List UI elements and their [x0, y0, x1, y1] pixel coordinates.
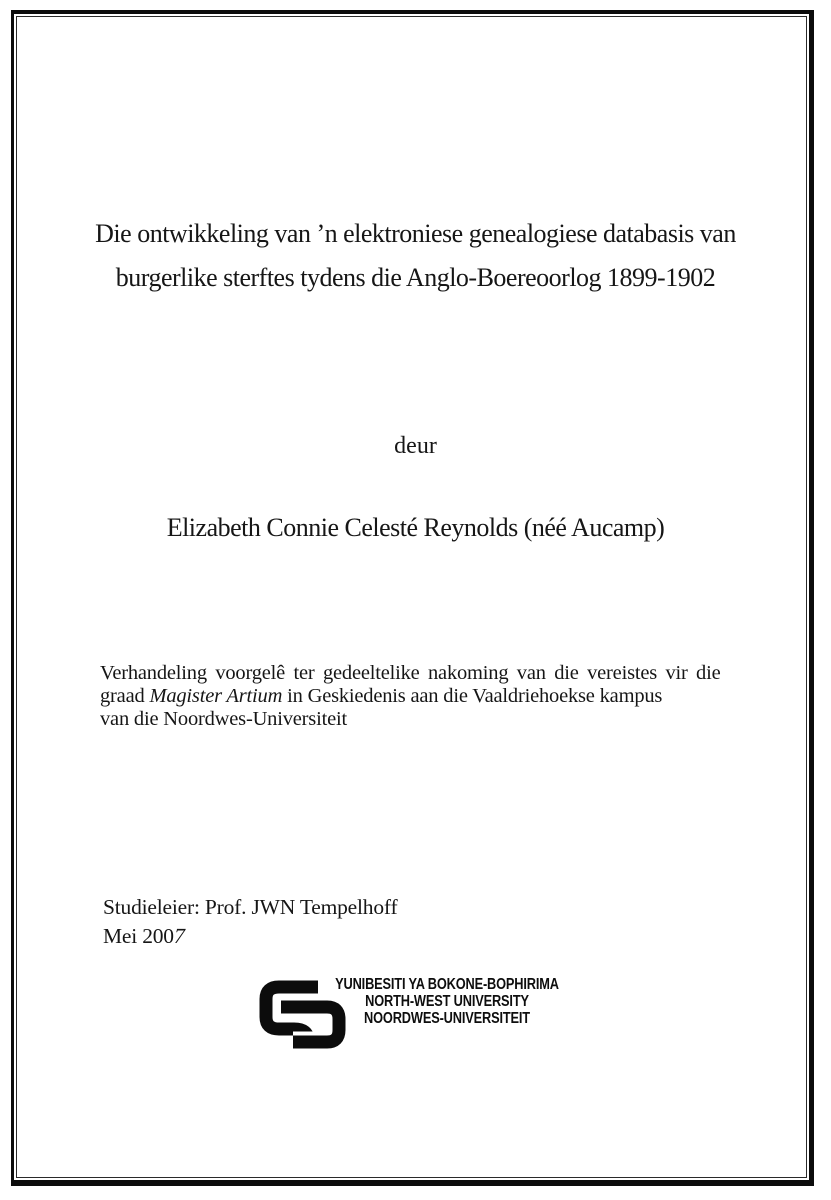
date-last-digit: 7 — [171, 924, 188, 948]
university-name-block — [319, 976, 575, 1027]
date-prefix: Mei 200 — [103, 924, 174, 948]
supervisor-line: Studieleier: Prof. JWN Tempelhoff — [103, 895, 398, 919]
submission-line2-prefix: graad — [100, 685, 150, 707]
university-name-setswana: YUNIBESITI YA BOKONE-BOPHIRIMA — [335, 976, 559, 993]
submission-statement — [100, 662, 752, 731]
thesis-title-line2: burgerlike sterftes tydens die Anglo-Boereoorlog 1899-1902 — [115, 263, 716, 292]
university-name-english: NORTH-WEST UNIVERSITY — [365, 993, 529, 1010]
byline-deur: deur — [394, 433, 437, 459]
university-logo — [257, 972, 587, 1062]
supervisor-block — [103, 893, 397, 951]
thesis-title-line1: Die ontwikkeling van ’n elektroniese genealogiese databasis van — [95, 219, 736, 248]
author-name: Elizabeth Connie Celesté Reynolds (néé Aucamp) — [166, 513, 665, 542]
degree-name: Magister Artium — [149, 685, 283, 707]
thesis-title — [70, 212, 761, 300]
submission-line2 — [100, 685, 752, 708]
university-name-afrikaans: NOORDWES-UNIVERSITEIT — [364, 1010, 530, 1027]
submission-line2-suffix: in Geskiedenis aan die Vaaldriehoekse kampus — [282, 685, 663, 707]
submission-line3: van die Noordwes-Universiteit — [100, 708, 347, 730]
submission-line1: Verhandeling voorgelê ter gedeeltelike nakoming van die vereistes vir die — [100, 662, 721, 684]
date-line — [103, 922, 397, 951]
